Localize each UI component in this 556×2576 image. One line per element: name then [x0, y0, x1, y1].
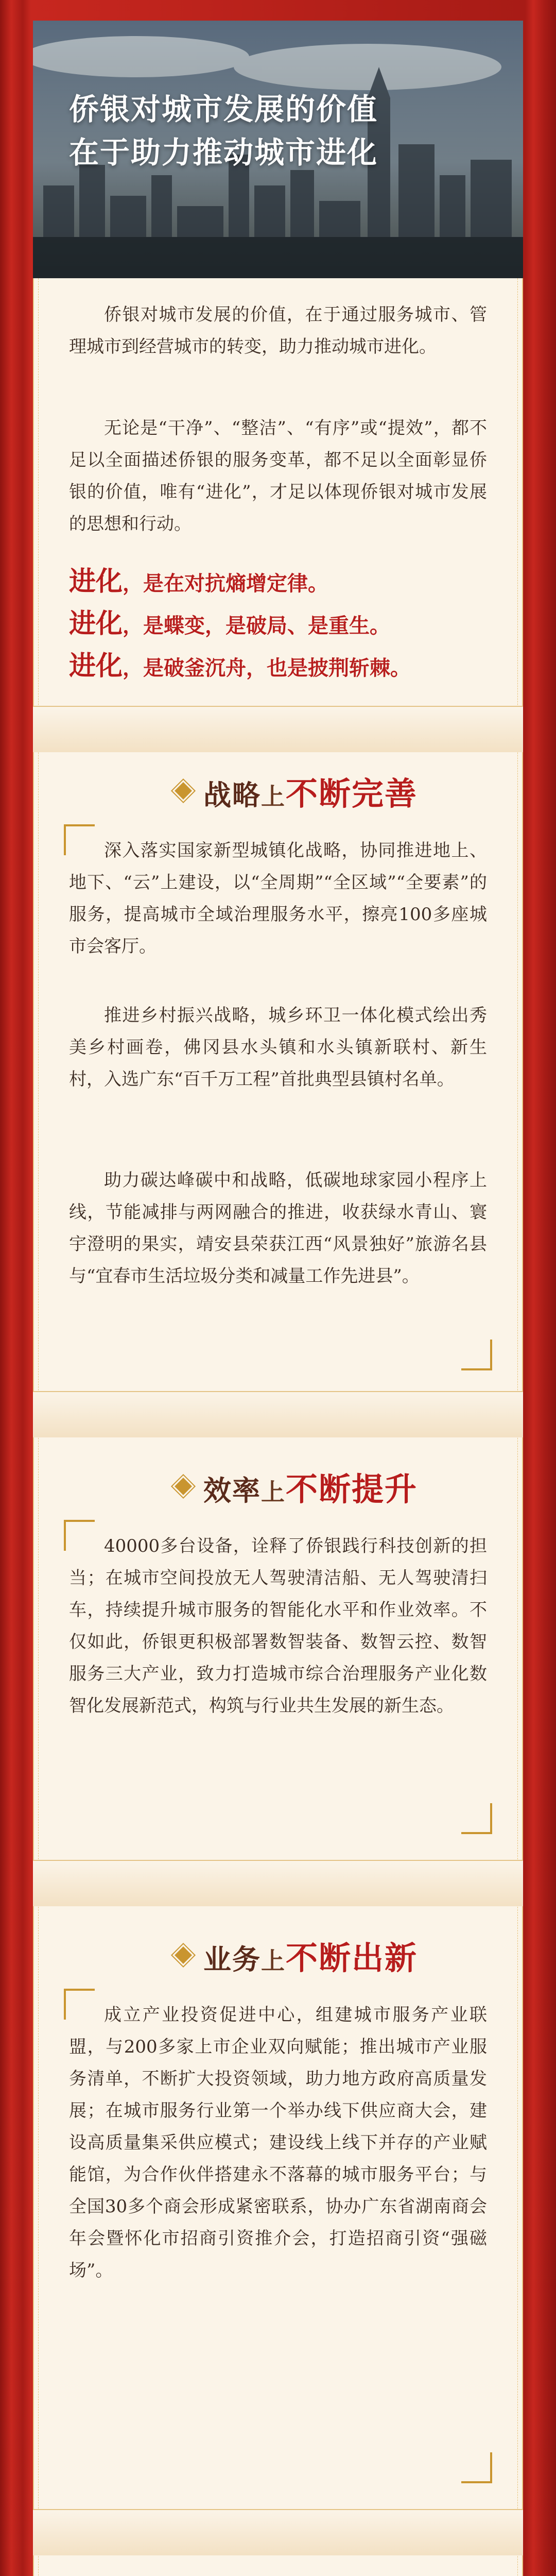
section-divider [33, 706, 523, 752]
strategy-paragraph-3: 助力碳达峰碳中和战略，低碳地球家园小程序上线，节能减排与两网融合的推进，收获绿水青山、寰宇澄明的果实，靖安县荣获江西“风景独好”旅游名县与“宜春市生活垃圾分类和减量工作先进县”。 [69, 1170, 487, 1286]
lead-line-2: 进化，是蝶变，是破局、是重生。 [69, 608, 391, 639]
section-divider [33, 2509, 523, 2555]
hero-title [69, 88, 481, 174]
intro-paragraph-2: 无论是“干净”、“整洁”、“有序”或“提效”，都不足以全面描述侨银的服务变革，都不足以全面彰显侨银的价值，唯有“进化”，才足以体现侨银对城市发展的思想和行动。 [69, 418, 487, 534]
lead-statements [69, 562, 487, 688]
diamond-icon [172, 1944, 194, 1966]
strategy-paragraph-2: 推进乡村振兴战略，城乡环卫一体化模式绘出秀美乡村画卷，佛冈县水头镇和水头镇新联村、新生村，入选广东“百千万工程”首批典型县镇村名单。 [69, 1005, 487, 1090]
corner-bracket [461, 1803, 492, 1834]
hero-title-line1: 侨银对城市发展的价值 [69, 92, 378, 127]
section-divider [33, 1860, 523, 1906]
corner-bracket [461, 2452, 492, 2483]
corner-bracket [461, 1340, 492, 1370]
hero-banner [33, 21, 523, 278]
lead-line-3: 进化，是破釜沉舟，也是披荆斩棘。 [69, 650, 411, 682]
business-paragraph-1: 成立产业投资促进中心，组建城市服务产业联盟，与200多家上市企业双向赋能；推出城市产业服务清单，不断扩大投资领域，助力地方政府高质量发展；在城市服务行业第一个举办线下供应商大会，建设高质量集采供应模式；建设线上线下并存的产业赋能馆，为合作伙伴搭建永不落幕的城市服务平台；与全国30多个商会形成紧密联系，协办广东省湖南商会年会暨怀化市招商引资推介会，打造招商引资“强磁场”。 [69, 2005, 487, 2281]
strategy-paragraph-1: 深入落实国家新型城镇化战略，协同推进地上、地下、“云”上建设，以“全周期”“全区域”“全要素”的服务，提高城市全域治理服务水平，擦亮100多座城市会客厅。 [69, 840, 487, 957]
hero-title-line2: 在于助力推动城市进化 [69, 135, 378, 170]
section-heading-business: 业务上不断出新 [110, 1927, 471, 1984]
section-heading-efficiency: 效率上不断提升 [110, 1458, 471, 1515]
diamond-icon [172, 1476, 194, 1497]
section-divider [33, 1391, 523, 1437]
intro-paragraph-1: 侨银对城市发展的价值，在于通过服务城市、管理城市到经营城市的转变，助力推动城市进化。 [69, 304, 487, 357]
diamond-icon [172, 780, 194, 802]
efficiency-paragraph-1: 40000多台设备，诠释了侨银践行科技创新的担当；在城市空间投放无人驾驶清洁船、无人驾驶清扫车，持续提升城市服务的智能化水平和作业效率。不仅如此，侨银更积极部署数智装备、数智云控、数智服务三大产业，致力打造城市综合治理服务产业化数智化发展新范式，构筑与行业共生发展的新生态。 [69, 1536, 487, 1716]
article-paper [33, 21, 523, 2576]
lead-line-1: 进化，是在对抗熵增定律。 [69, 566, 329, 597]
section-heading-strategy: 战略上不断完善 [110, 762, 471, 819]
